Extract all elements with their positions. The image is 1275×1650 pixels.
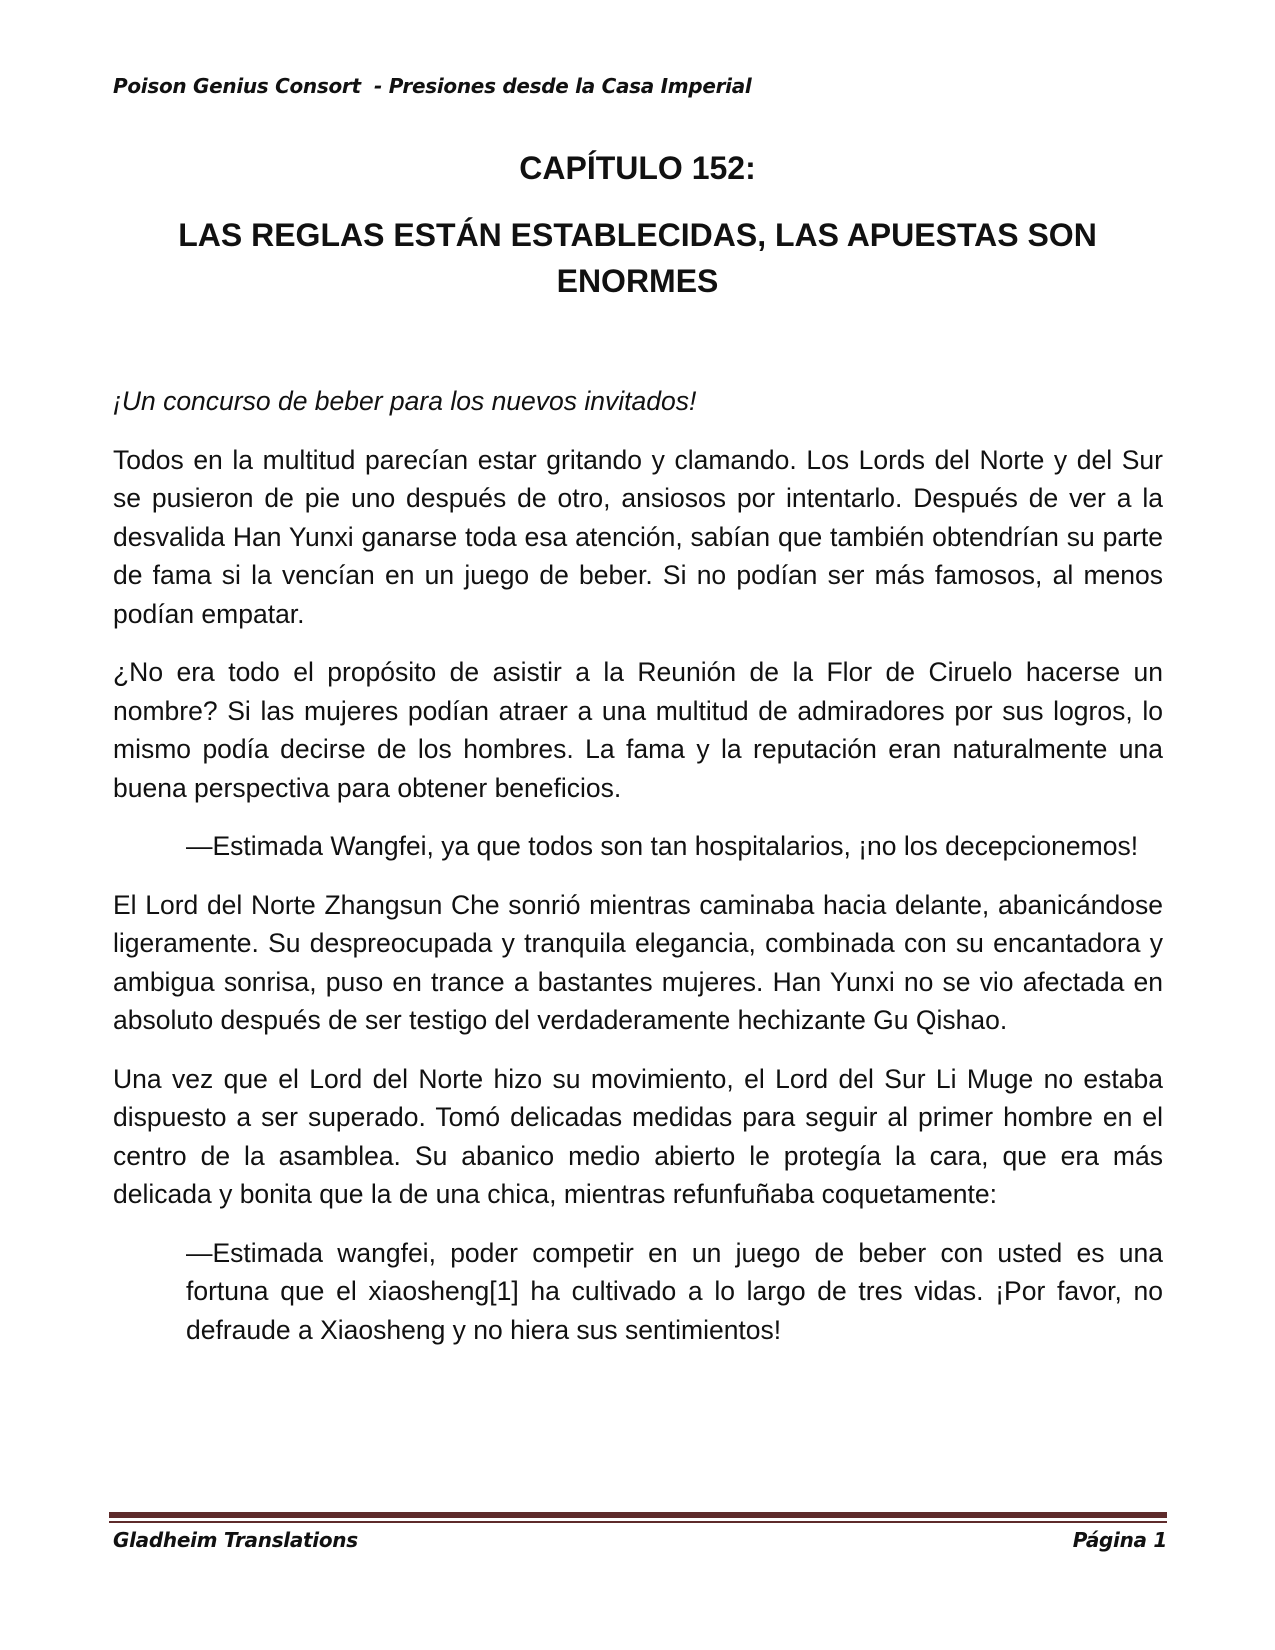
footer-divider	[109, 1512, 1167, 1518]
paragraph: ¿No era todo el propósito de asistir a la Reunión de la Flor de Ciruelo hacerse un nombre? Si las mujeres podían atraer a una multitud de admiradores por sus logros, lo mismo podía decirse de los hombres. La fama y la reputación eran naturalmente una buena perspectiva para obtener beneficios.	[113, 657, 1163, 803]
paragraph-intro: ¡Un concurso de beber para los nuevos invitados!	[113, 386, 697, 416]
chapter-number: CAPÍTULO 152:	[519, 150, 756, 186]
footer-divider-thin	[109, 1521, 1167, 1523]
footer-publisher: Gladheim Translations	[113, 1528, 358, 1552]
dialogue-paragraph: —Estimada Wangfei, ya que todos son tan hospitalarios, ¡no los decepcionemos!	[186, 831, 1139, 861]
chapter-title: LAS REGLAS ESTÁN ESTABLECIDAS, LAS APUESTAS SON ENORMES	[178, 217, 1097, 299]
paragraph: El Lord del Norte Zhangsun Che sonrió mientras caminaba hacia delante, abanicándose ligeramente. Su despreocupada y tranquila elegancia, combinada con su encantadora y ambigua sonrisa, puso en trance a bastantes mujeres. Han Yunxi no se vio afectada en absoluto después de ser testigo del verdaderamente hechizante Gu Qishao.	[113, 889, 1163, 1035]
running-header-title: Poison Genius Consort - Presiones desde la Casa Imperial	[113, 74, 752, 98]
paragraph: Todos en la multitud parecían estar gritando y clamando. Los Lords del Norte y del Sur se pusieron de pie uno después de otro, ansiosos por intentarlo. Después de ver a la desvalida Han Yunxi ganarse toda esa atención, sabían que también obtendrían su parte de fama si la vencían en un juego de beber. Si no podían ser más famosos, al menos podían empatar.	[113, 444, 1163, 629]
page-number: Página 1	[1072, 1528, 1167, 1552]
chapter-body	[113, 382, 1163, 1369]
paragraph: Una vez que el Lord del Norte hizo su movimiento, el Lord del Sur Li Muge no estaba dispuesto a ser superado. Tomó delicadas medidas para seguir al primer hombre en el centro de la asamblea. Su abanico medio abierto le protegía la cara, que era más delicada y bonita que la de una chica, mientras refunfuñaba coquetamente:	[113, 1063, 1163, 1209]
dialogue-paragraph: —Estimada wangfei, poder competir en un juego de beber con usted es una fortuna que el xiaosheng[1] ha cultivado a lo largo de tres vidas. ¡Por favor, no defraude a Xiaosheng y no hiera sus sentimientos!	[186, 1237, 1163, 1345]
